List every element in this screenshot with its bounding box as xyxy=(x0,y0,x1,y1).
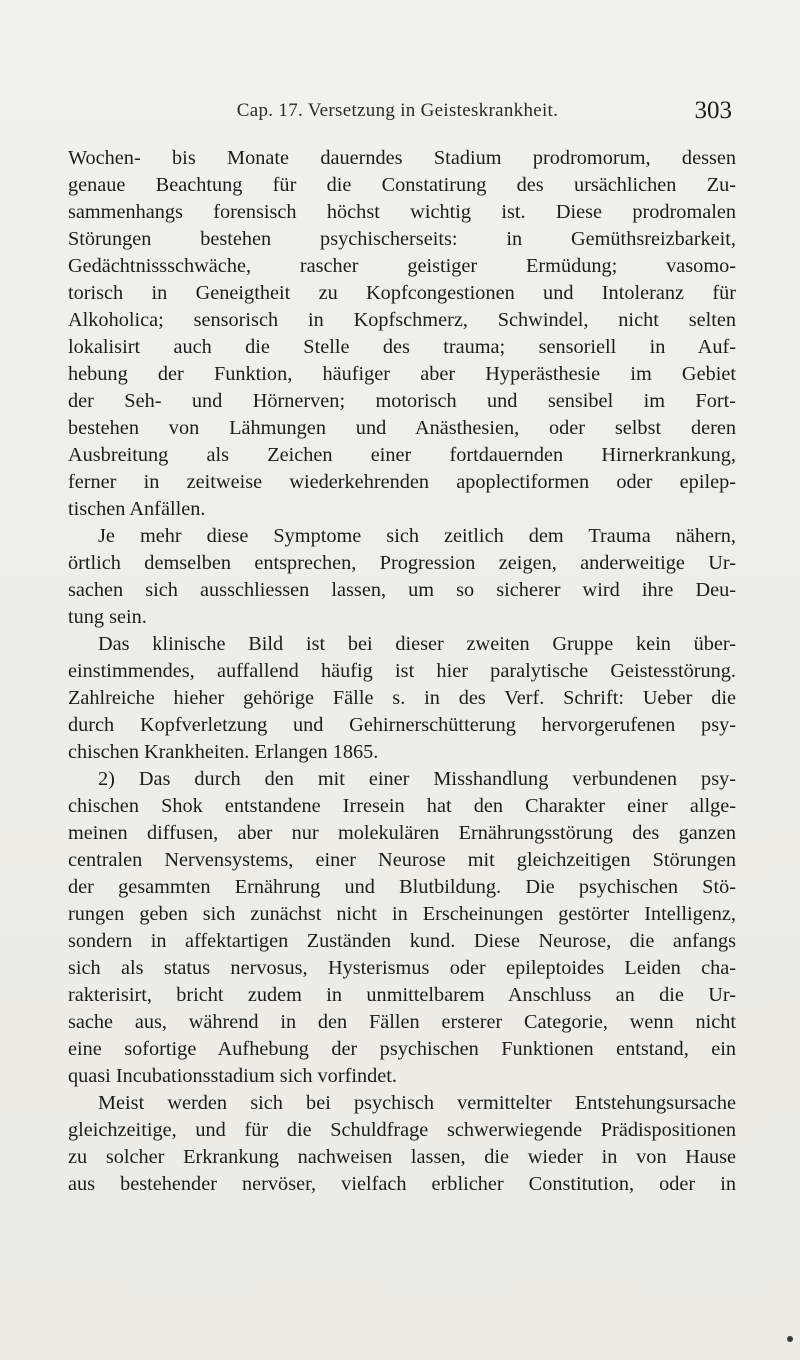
text-line: torisch in Geneigtheit zu Kopfcongestionen und Intoleranz für xyxy=(68,282,736,304)
text-line: örtlich demselben entsprechen, Progression zeigen, anderweitige Ur- xyxy=(68,552,736,574)
text-line: sache aus, während in den Fällen ersterer Categorie, wenn nicht xyxy=(68,1011,736,1033)
text-line: Zahlreiche hieher gehörige Fälle s. in des Verf. Schrift: Ueber die xyxy=(68,687,736,709)
running-header: Cap. 17. Versetzung in Geisteskrankheit. xyxy=(236,100,559,121)
text-line: genaue Beachtung für die Constatirung des ursächlichen Zu- xyxy=(68,174,736,196)
text-line: durch Kopfverletzung und Gehirnerschütterung hervorgerufenen psy- xyxy=(68,714,736,736)
text-line: aus bestehender nervöser, vielfach erblicher Constitution, oder in xyxy=(68,1173,736,1195)
text-line: rungen geben sich zunächst nicht in Erscheinungen gestörter Intelligenz, xyxy=(68,903,736,925)
text-line: Störungen bestehen psychischerseits: in Gemüthsreizbarkeit, xyxy=(68,228,736,250)
text-line: bestehen von Lähmungen und Anästhesien, oder selbst deren xyxy=(68,417,736,439)
text-line: chischen Shok entstandene Irresein hat den Charakter einer allge- xyxy=(68,795,736,817)
scan-artifact-dot xyxy=(787,1336,793,1342)
page-number: 303 xyxy=(694,97,732,124)
text-line: hebung der Funktion, häufiger aber Hyperästhesie im Gebiet xyxy=(68,363,736,385)
text-line: Ausbreitung als Zeichen einer fortdauernden Hirnerkrankung, xyxy=(68,444,736,466)
text-line: sachen sich ausschliessen lassen, um so sicherer wird ihre Deu- xyxy=(68,579,736,601)
paragraph-end-line: tischen Anfällen. xyxy=(68,498,206,520)
body-text xyxy=(68,145,736,1198)
text-line: der gesammten Ernährung und Blutbildung. Die psychischen Stö- xyxy=(68,876,736,898)
paragraph-start-line: Je mehr diese Symptome sich zeitlich dem Trauma nähern, xyxy=(98,525,736,547)
paragraph-start-line: Meist werden sich bei psychisch vermittelter Entstehungsursache xyxy=(98,1092,736,1114)
paragraph-start-line: 2) Das durch den mit einer Misshandlung verbundenen psy- xyxy=(98,768,736,790)
paragraph-end-line: chischen Krankheiten. Erlangen 1865. xyxy=(68,741,379,763)
text-line: der Seh- und Hörnerven; motorisch und sensibel im Fort- xyxy=(68,390,736,412)
text-line: gleichzeitige, und für die Schuldfrage schwerwiegende Prädispositionen xyxy=(68,1119,736,1141)
text-line: centralen Nervensystems, einer Neurose mit gleichzeitigen Störungen xyxy=(68,849,736,871)
paragraph-end-line: quasi Incubationsstadium sich vorfindet. xyxy=(68,1065,397,1087)
text-line: sondern in affektartigen Zuständen kund. Diese Neurose, die anfangs xyxy=(68,930,736,952)
paragraph-start-line: Das klinische Bild ist bei dieser zweiten Gruppe kein über- xyxy=(98,633,736,655)
text-line: Alkoholica; sensorisch in Kopfschmerz, Schwindel, nicht selten xyxy=(68,309,736,331)
text-line: zu solcher Erkrankung nachweisen lassen, die wieder in von Hause xyxy=(68,1146,736,1168)
text-line: sich als status nervosus, Hysterismus oder epileptoides Leiden cha- xyxy=(68,957,736,979)
text-line: meinen diffusen, aber nur molekulären Ernährungsstörung des ganzen xyxy=(68,822,736,844)
text-line: lokalisirt auch die Stelle des trauma; sensoriell in Auf- xyxy=(68,336,736,358)
text-line: rakterisirt, bricht zudem in unmittelbarem Anschluss an die Ur- xyxy=(68,984,736,1006)
text-line: eine sofortige Aufhebung der psychischen Funktionen entstand, ein xyxy=(68,1038,736,1060)
text-line: sammenhangs forensisch höchst wichtig ist. Diese prodromalen xyxy=(68,201,736,223)
text-line: ferner in zeitweise wiederkehrenden apoplectiformen oder epilep- xyxy=(68,471,736,493)
paragraph-end-line: tung sein. xyxy=(68,606,147,628)
text-line: Gedächtnissschwäche, rascher geistiger Ermüdung; vasomo- xyxy=(68,255,736,277)
text-line: Wochen- bis Monate dauerndes Stadium prodromorum, dessen xyxy=(68,147,736,169)
text-line: einstimmendes, auffallend häufig ist hier paralytische Geistesstörung. xyxy=(68,660,736,682)
